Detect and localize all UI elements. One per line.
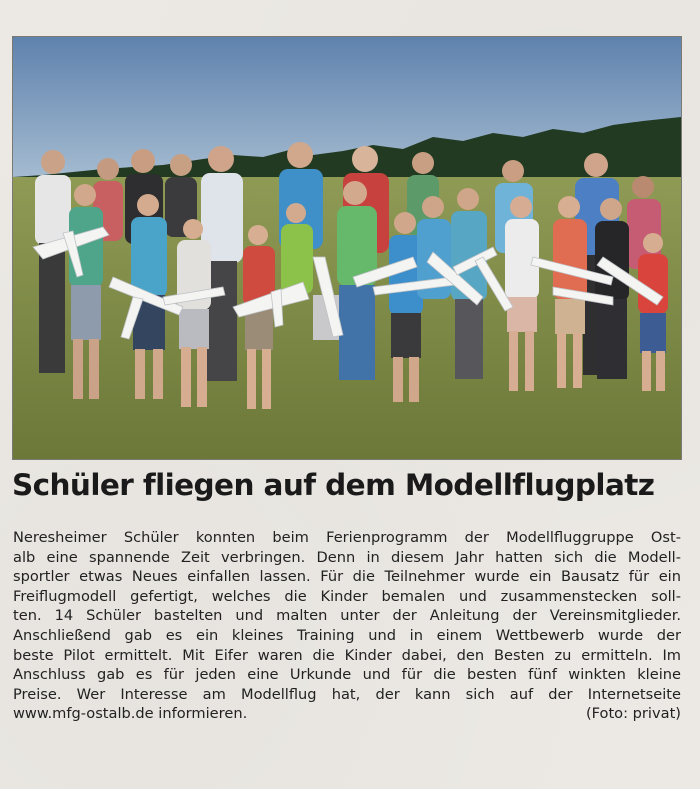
- article-last-line: [13, 704, 681, 724]
- article-line: alb eine spannende Zeit verbringen. Denn in diesem Jahr hatten sich die Modell-: [13, 548, 681, 566]
- article-body: [13, 528, 681, 724]
- article-line: Preise. Wer Interesse am Modellflug hat, der kann sich auf der Internetseite: [13, 685, 681, 703]
- article-line: Anschließend gab es ein kleines Training und in einem Wettbewerb wurde der: [13, 626, 681, 644]
- article-line: beste Pilot ermittelt. Mit Eifer waren die Kinder dabei, den Besten zu ermitteln. Im: [13, 646, 681, 664]
- article-line: Freiflugmodell gefertigt, welches die Kinder bemalen und zusammenstecken soll-: [13, 587, 681, 605]
- article-line: sportler etwas Neues einfallen lassen. Für die Teilnehmer wurde ein Bausatz für ein: [13, 568, 681, 586]
- article-line: Anschluss gab es für jeden eine Urkunde und für die besten fünf winkten kleine: [13, 666, 681, 684]
- article-line: Neresheimer Schüler konnten beim Ferienprogramm der Modellfluggruppe Ost-: [13, 529, 681, 546]
- photo-credit: (Foto: privat): [585, 705, 681, 723]
- article-headline: Schüler fliegen auf dem Modellflugplatz: [12, 468, 655, 502]
- article-website-line: www.mfg-ostalb.de informieren.: [13, 705, 248, 723]
- group-photo: [12, 36, 682, 460]
- article-line: ten. 14 Schüler bastelten und malten unter der Anleitung der Vereinsmitglieder.: [13, 607, 681, 625]
